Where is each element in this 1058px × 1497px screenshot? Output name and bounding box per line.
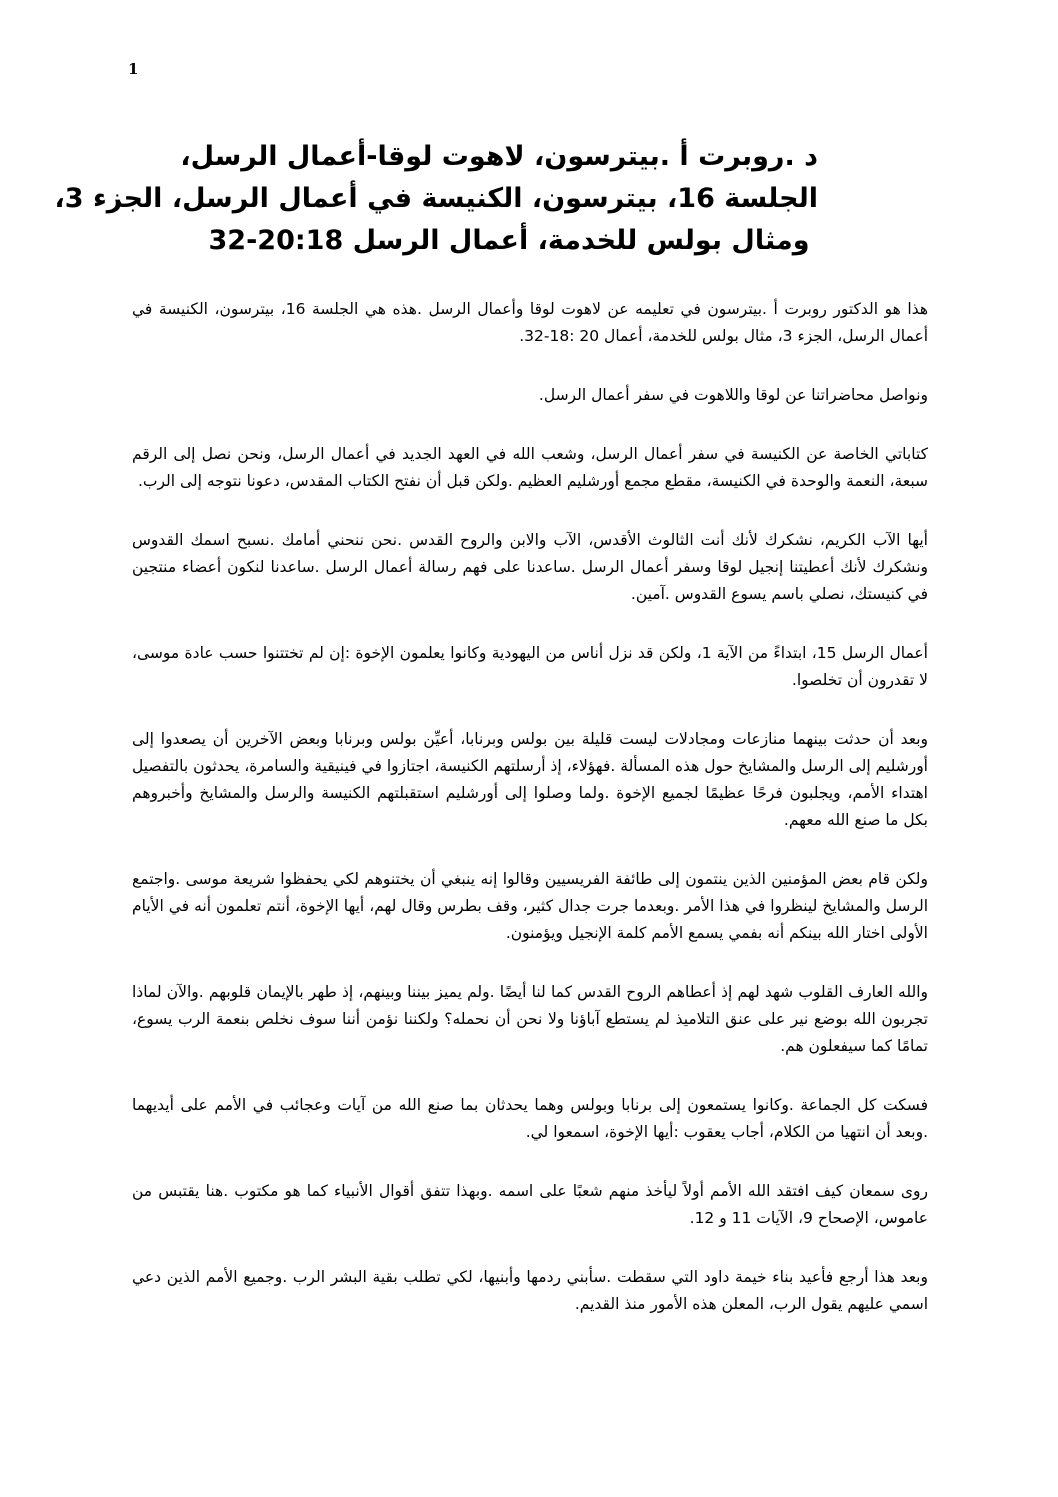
paragraph: أعمال الرسل 15، ابتداءً من الآية 1، ولكن قد نزل أناس من اليهودية وكانوا يعلمون الإخوة :إن لم تختتنوا حسب عادة موسى، لا تقدرون أن تخلصوا. xyxy=(132,644,928,689)
paragraph: كتاباتي الخاصة عن الكنيسة في سفر أعمال الرسل، وشعب الله في العهد الجديد في أعمال الرسل، ونحن نصل إلى الرقم سبعة، النعمة والوحدة في الكنيسة، مقطع مجمع أورشليم العظيم .ولكن قبل أن نفتح الكتاب المقدس، دعونا نتوجه إلى الرب. xyxy=(132,445,928,490)
paragraph: وبعد أن حدثت بينهما منازعات ومجادلات ليست قليلة بين بولس وبرنابا، أعيِّن بولس وبرنابا وبعض الآخرين أن يصعدوا إلى أورشليم إلى الرسل والمشايخ حول هذه المسألة .فهؤلاء، إذ أرسلتهم الكنيسة، اجتازوا في فينيقية والسامرة، يحدثون بالتفصيل اهتداء الأمم، ويجلبون فرحًا عظيمًا لجميع الإخوة .ولما وصلوا إلى أورشليم استقبلتهم الكنيسة والرسل والمشايخ وأخبروهم بكل ما صنع الله معهم. xyxy=(132,730,928,829)
paragraph: هذا هو الدكتور روبرت أ .بيترسون في تعليمه عن لاهوت لوقا وأعمال الرسل .هذه هي الجلسة 16، بيترسون، الكنيسة في أعمال الرسل، الجزء 3، مثال بولس للخدمة، أعمال 20 :18-32. xyxy=(132,300,929,345)
paragraph: ونواصل محاضراتنا عن لوقا واللاهوت في سفر أعمال الرسل. xyxy=(538,386,928,404)
paragraph: فسكت كل الجماعة .وكانوا يستمعون إلى برنابا وبولس وهما يحدثان بما صنع الله من آيات وعجائب في الأمم على أيديهما .وبعد أن انتهيا من الكلام، أجاب يعقوب :أيها الإخوة، اسمعوا لي. xyxy=(132,1096,928,1141)
title-line: الجلسة 16، بيترسون، الكنيسة في أعمال الرسل، الجزء 3، xyxy=(54,183,818,214)
paragraph: وبعد هذا أرجع فأعيد بناء خيمة داود التي سقطت .سأبني ردمها وأبنيها، لكي تطلب بقية البشر الرب .وجميع الأمم الذين دعي اسمي عليهم يقول الرب، المعلن هذه الأمور منذ القديم. xyxy=(132,1268,928,1313)
paragraph: والله العارف القلوب شهد لهم إذ أعطاهم الروح القدس كما لنا أيضًا .ولم يميز بيننا وبينهم، إذ طهر بالإيمان قلوبهم .والآن لماذا تجربون الله بوضع نير على عنق التلاميذ لم يستطع آباؤنا ولا نحن أن نحمله؟ ولكننا نؤمن أننا سوف نخلص بنعمة الرب يسوع، تمامًا كما سيفعلون هم. xyxy=(132,983,928,1055)
title-line: د .روبرت أ .بيترسون، لاهوت لوقا-أعمال الرسل، xyxy=(180,141,818,172)
paragraph: روى سمعان كيف افتقد الله الأمم أولاً ليأخذ منهم شعبًا على اسمه .وبهذا تتفق أقوال الأنبياء كما هو مكتوب .هنا يقتبس من عاموس، الإصحاح 9، الآيات 11 و 12. xyxy=(132,1182,928,1227)
page-number: 1 xyxy=(128,60,139,78)
document-title xyxy=(54,136,818,262)
paragraph: أيها الآب الكريم، نشكرك لأنك أنت الثالوث الأقدس، الآب والابن والروح القدس .نحن ننحني أمامك .نسبح اسمك القدوس ونشكرك لأنك أعطيتنا إنجيل لوقا وسفر أعمال الرسل .ساعدنا على فهم رسالة أعمال الرسل .ساعدنا لنكون أعضاء منتجين في كنيستك، نصلي باسم يسوع القدوس .آمين. xyxy=(132,531,928,603)
paragraph: ولكن قام بعض المؤمنين الذين ينتمون إلى طائفة الفريسيين وقالوا إنه ينبغي أن يختنوهم لكي يحفظوا شريعة موسى .واجتمع الرسل والمشايخ لينظروا في هذا الأمر .وبعدما جرت جدال كثير، وقف بطرس وقال لهم، أيها الإخوة، أنتم تعلمون أنه في الأيام الأولى اختار الله بينكم أنه بفمي يسمع الأمم كلمة الإنجيل ويؤمنون. xyxy=(132,870,928,942)
title-line: ومثال بولس للخدمة، أعمال الرسل 20:18-32 xyxy=(208,225,810,256)
body-text xyxy=(132,296,928,1350)
